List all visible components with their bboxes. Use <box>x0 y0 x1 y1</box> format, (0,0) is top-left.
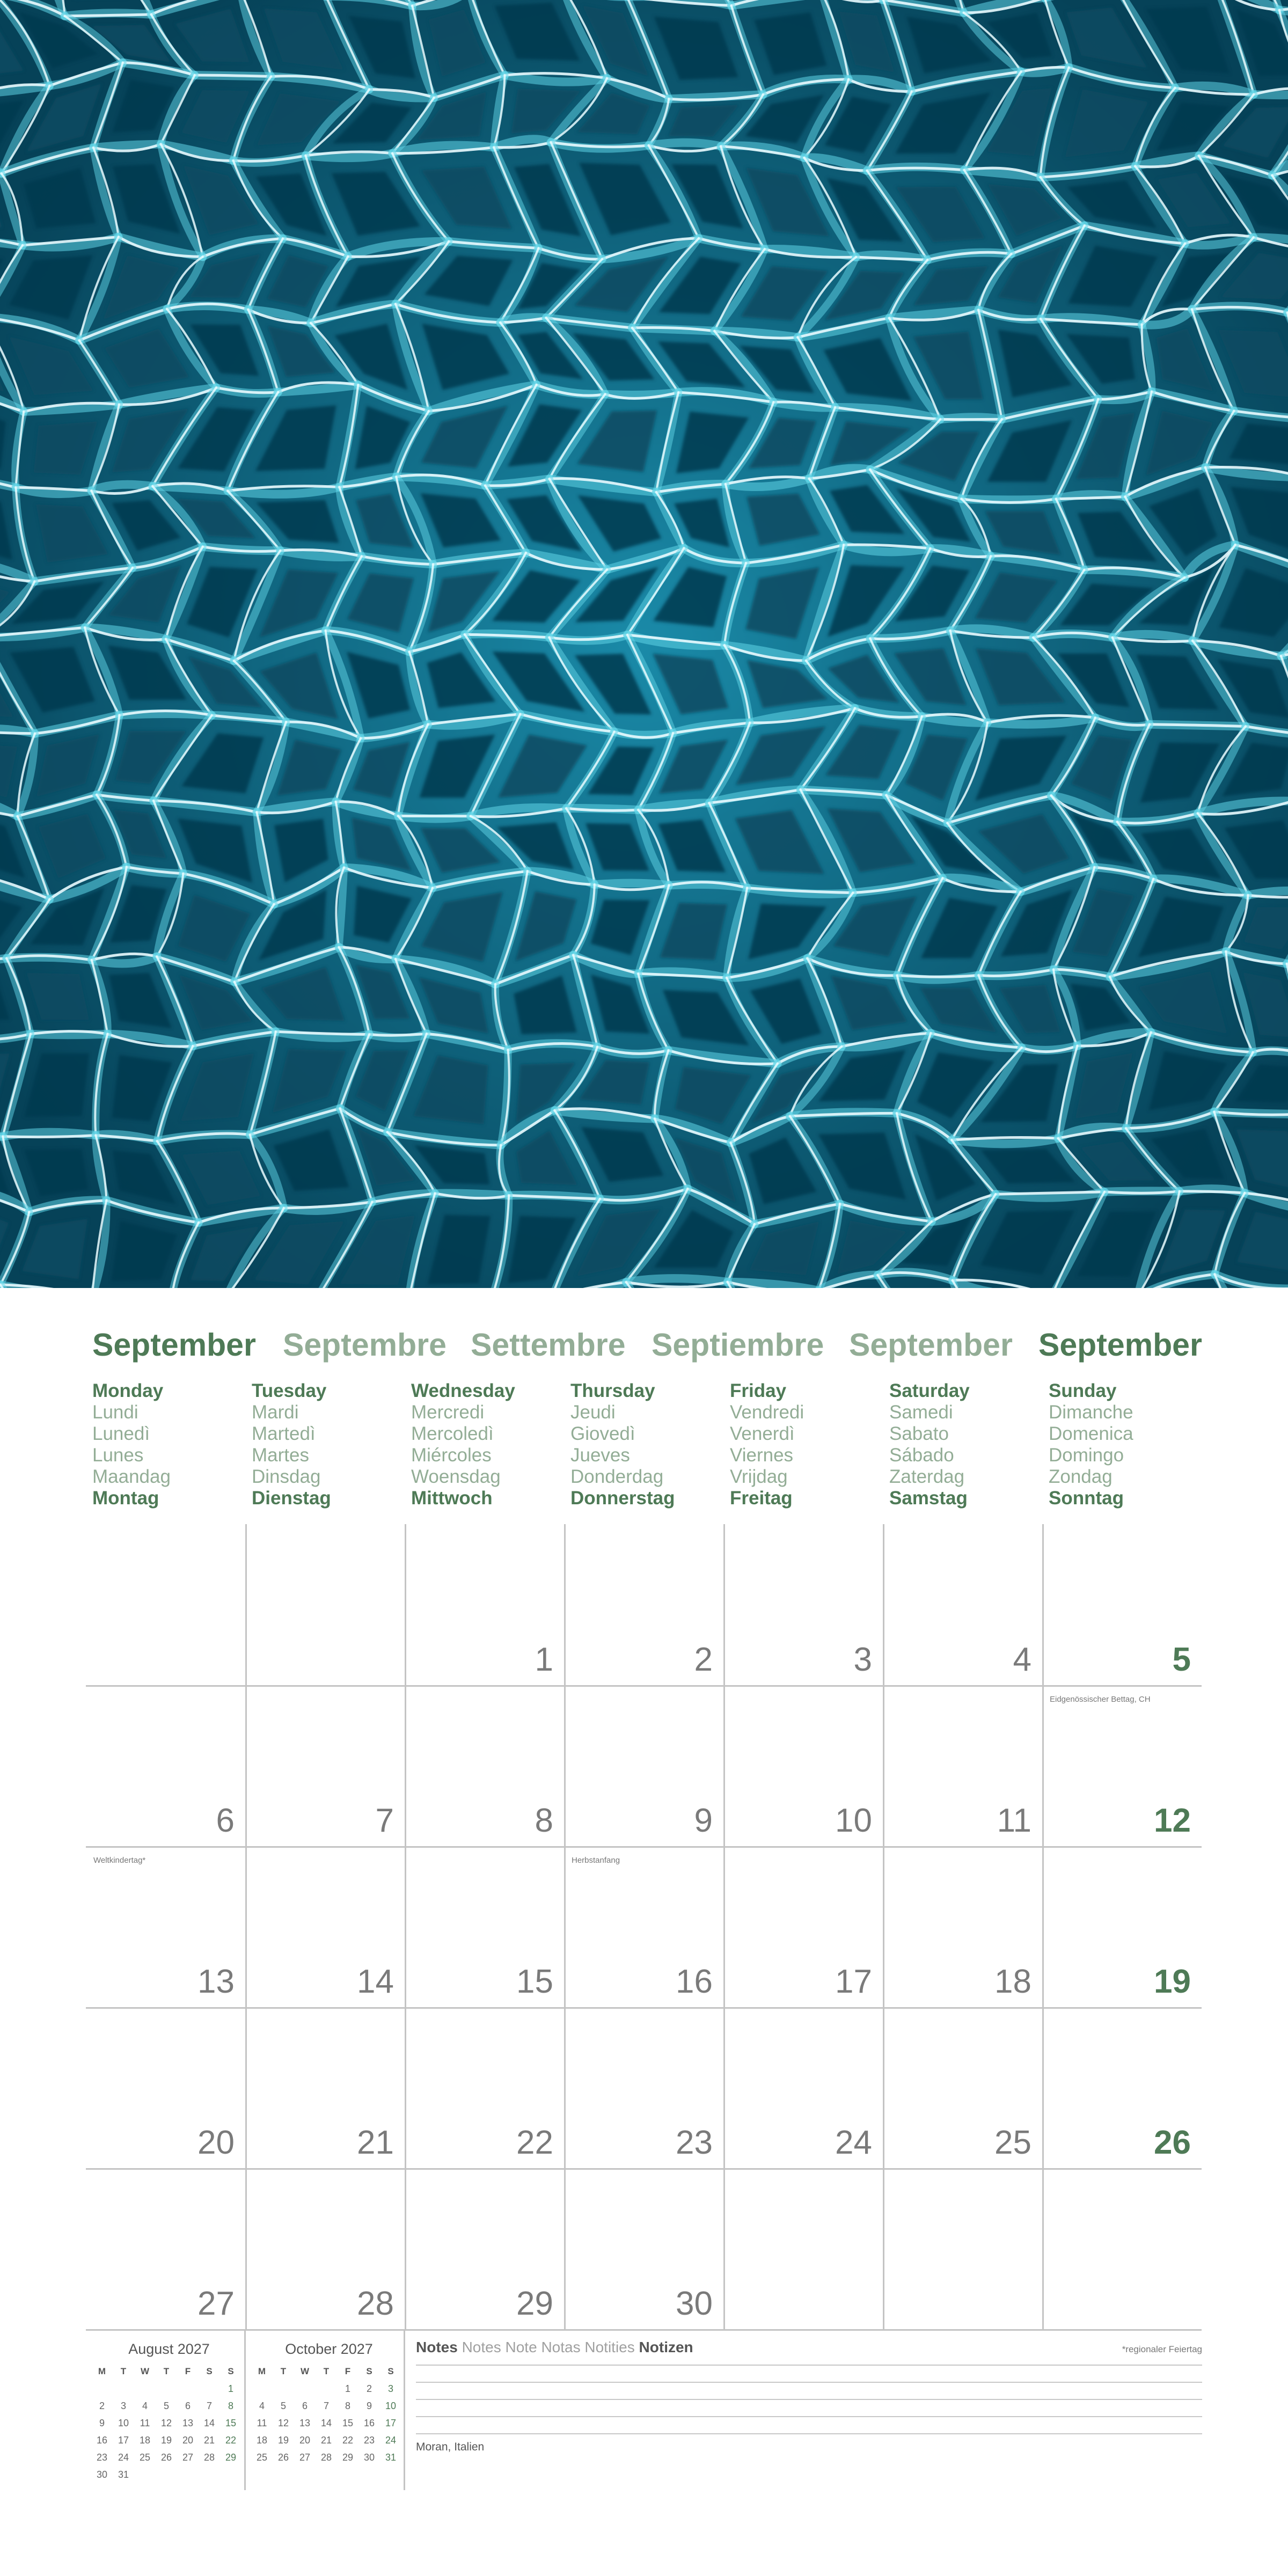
mini-calendar-table <box>91 2363 241 2483</box>
weekday-label: Donnerstag <box>570 1488 675 1509</box>
mini-day: 25 <box>139 2451 151 2463</box>
notes-label: Notes <box>416 2339 458 2355</box>
mini-day: 20 <box>182 2434 194 2446</box>
mini-day: 3 <box>387 2383 393 2394</box>
mini-day: 14 <box>203 2417 215 2428</box>
month-name: Septiembre <box>652 1327 824 1363</box>
weekday-label: Samstag <box>889 1488 968 1509</box>
weekday-label: Mercredi <box>411 1402 485 1423</box>
weekday-label: Domingo <box>1049 1445 1124 1466</box>
mini-weekday-label: S <box>228 2366 234 2376</box>
day-number[interactable]: 28 <box>357 2285 394 2322</box>
mini-day: 19 <box>277 2434 289 2446</box>
day-number[interactable]: 13 <box>197 1963 235 2000</box>
day-number[interactable]: 3 <box>853 1641 872 1678</box>
weekday-column <box>570 1380 729 1509</box>
grid-column-line <box>405 1524 406 2329</box>
mini-day: 29 <box>225 2451 237 2463</box>
mini-day: 14 <box>320 2417 332 2428</box>
notes-label: Notizen <box>639 2339 693 2355</box>
mini-day: 4 <box>259 2400 265 2411</box>
day-number[interactable]: 26 <box>1154 2124 1191 2161</box>
weekday-label: Miércoles <box>411 1445 492 1466</box>
mini-weekday-label: W <box>140 2366 150 2376</box>
weekday-label: Martes <box>252 1445 309 1466</box>
weekday-label: Woensdag <box>411 1466 501 1487</box>
mini-day: 17 <box>118 2434 129 2446</box>
weekday-label: Tuesday <box>252 1380 327 1401</box>
mini-weekday-label: S <box>206 2366 213 2376</box>
mini-day: 27 <box>182 2451 194 2463</box>
weekday-column <box>730 1380 889 1509</box>
day-number[interactable]: 9 <box>694 1802 713 1839</box>
mini-day <box>316 2380 337 2397</box>
weekday-column <box>889 1380 1048 1509</box>
notes-heading <box>416 2339 693 2356</box>
grid-column-line <box>883 1524 884 2329</box>
weekday-label: Donderdag <box>570 1466 664 1487</box>
mini-day: 19 <box>160 2434 172 2446</box>
mini-calendar-october <box>251 2341 407 2466</box>
day-number[interactable]: 27 <box>197 2285 235 2322</box>
caustic-line <box>595 883 669 885</box>
mini-day: 25 <box>256 2451 268 2463</box>
mini-day: 23 <box>363 2434 375 2446</box>
mini-day: 16 <box>96 2434 108 2446</box>
grid-column-line <box>564 1524 566 2329</box>
mini-day <box>177 2380 199 2397</box>
month-name: September <box>1038 1327 1202 1363</box>
divider <box>244 2329 246 2490</box>
mini-day: 26 <box>160 2451 172 2463</box>
day-number[interactable]: 23 <box>676 2124 713 2161</box>
weekday-column <box>411 1380 570 1509</box>
mini-day <box>91 2380 113 2397</box>
mini-day: 7 <box>206 2400 212 2411</box>
mini-calendar-title: October 2027 <box>285 2341 373 2357</box>
weekday-label: Giovedì <box>570 1423 635 1444</box>
mini-day: 5 <box>280 2400 286 2411</box>
mini-weekday-label: M <box>258 2366 266 2376</box>
day-number[interactable]: 11 <box>997 1802 1031 1839</box>
day-number[interactable]: 15 <box>516 1963 553 2000</box>
grid-column-line <box>723 1524 725 2329</box>
mini-day: 6 <box>302 2400 308 2411</box>
grid-column-line <box>245 1524 247 2329</box>
mini-day: 1 <box>345 2383 350 2394</box>
day-number[interactable]: 8 <box>535 1802 553 1839</box>
caustic-line <box>626 1278 728 1282</box>
mini-day <box>294 2380 316 2397</box>
caustic-line <box>897 975 979 977</box>
mini-day: 6 <box>185 2400 191 2411</box>
caustic-line <box>65 14 151 16</box>
weekday-label: Venerdì <box>730 1423 795 1444</box>
mini-day: 4 <box>142 2400 148 2411</box>
mini-day: 13 <box>299 2417 311 2428</box>
notes-label: Note <box>505 2339 537 2355</box>
mini-day: 20 <box>299 2434 311 2446</box>
weekday-label: Samedi <box>889 1402 953 1423</box>
mini-day: 12 <box>160 2417 172 2428</box>
mini-day: 24 <box>385 2434 397 2446</box>
mini-day: 28 <box>320 2451 332 2463</box>
mini-day: 30 <box>96 2469 108 2480</box>
mini-weekday-label: F <box>345 2366 351 2376</box>
day-number[interactable]: 17 <box>835 1963 872 2000</box>
mini-day: 18 <box>256 2434 268 2446</box>
weekday-label: Sonntag <box>1049 1488 1124 1509</box>
caustic-line <box>369 1034 427 1035</box>
notes-label: Notas <box>541 2339 581 2355</box>
mini-day: 31 <box>118 2469 129 2480</box>
day-number[interactable]: 30 <box>676 2285 713 2322</box>
weekday-label: Thursday <box>570 1380 655 1401</box>
mini-weekday-label: F <box>185 2366 191 2376</box>
mini-day: 12 <box>277 2417 289 2428</box>
mini-day <box>177 2466 199 2483</box>
weekday-label: Friday <box>730 1380 787 1401</box>
mini-day: 9 <box>366 2400 372 2411</box>
notes-area <box>416 2339 1202 2462</box>
mini-day: 22 <box>342 2434 354 2446</box>
month-name: September <box>92 1327 256 1363</box>
day-number[interactable]: 21 <box>357 2124 394 2161</box>
mini-day: 28 <box>203 2451 215 2463</box>
mini-day: 7 <box>323 2400 329 2411</box>
mini-day: 15 <box>225 2417 237 2428</box>
weekday-label: Lunes <box>92 1445 144 1466</box>
weekday-label: Dienstag <box>252 1488 331 1509</box>
mini-day: 2 <box>366 2383 372 2394</box>
mini-day <box>156 2380 177 2397</box>
mini-day <box>220 2466 241 2483</box>
mini-day: 5 <box>163 2400 169 2411</box>
mini-day: 17 <box>385 2417 397 2428</box>
day-number[interactable]: 10 <box>835 1802 872 1839</box>
weekday-column <box>1049 1380 1208 1509</box>
weekday-label: Sábado <box>889 1445 954 1466</box>
grid-row-line <box>86 1846 1202 1848</box>
weekday-label: Domenica <box>1049 1423 1133 1444</box>
mini-weekday-label: T <box>163 2366 170 2376</box>
mini-day <box>199 2380 220 2397</box>
mini-day: 11 <box>257 2417 267 2428</box>
mini-weekday-label: T <box>323 2366 330 2376</box>
day-number[interactable]: 20 <box>197 2124 235 2161</box>
mini-weekday-label: T <box>120 2366 127 2376</box>
mini-day: 21 <box>203 2434 215 2446</box>
day-number[interactable]: 4 <box>1013 1641 1031 1678</box>
day-number[interactable]: 7 <box>375 1802 394 1839</box>
month-name: Septembre <box>283 1327 447 1363</box>
mini-day: 9 <box>99 2417 105 2428</box>
note-line <box>416 2416 1202 2417</box>
mini-day: 1 <box>228 2383 233 2394</box>
weekday-label: Zondag <box>1049 1466 1113 1487</box>
weekday-label: Vendredi <box>730 1402 804 1423</box>
calendar-grid <box>86 1524 1202 2329</box>
grid-row-line <box>86 1685 1202 1687</box>
weekday-label: Freitag <box>730 1488 793 1509</box>
note-line <box>416 2365 1202 2366</box>
weekday-header <box>92 1380 1214 1514</box>
month-header <box>92 1327 1214 1365</box>
mini-day: 8 <box>345 2400 350 2411</box>
mini-day: 23 <box>96 2451 108 2463</box>
mini-weekday-label: T <box>280 2366 287 2376</box>
mini-day <box>273 2380 294 2397</box>
mini-day: 15 <box>342 2417 354 2428</box>
weekday-label: Jeudi <box>570 1402 616 1423</box>
weekday-label: Dinsdag <box>252 1466 321 1487</box>
weekday-label: Vrijdag <box>730 1466 788 1487</box>
note-line <box>416 2433 1202 2434</box>
day-number[interactable]: 18 <box>994 1963 1031 2000</box>
mini-day <box>113 2380 134 2397</box>
weekday-label: Montag <box>92 1488 159 1509</box>
day-number[interactable]: 12 <box>1154 1802 1191 1839</box>
mini-day <box>156 2466 177 2483</box>
day-number[interactable]: 25 <box>994 2124 1031 2161</box>
mini-calendar-title: August 2027 <box>128 2341 210 2357</box>
mini-day: 11 <box>140 2417 150 2428</box>
month-name: September <box>849 1327 1013 1363</box>
grid-row-line <box>86 2007 1202 2009</box>
weekday-label: Martedì <box>252 1423 316 1444</box>
day-number[interactable]: 19 <box>1154 1963 1191 2000</box>
weekday-label: Dimanche <box>1049 1402 1133 1423</box>
day-number[interactable]: 5 <box>1172 1641 1191 1678</box>
mini-day: 22 <box>225 2434 237 2446</box>
weekday-label: Mercoledì <box>411 1423 494 1444</box>
notes-label: Notities <box>584 2339 635 2355</box>
mini-day: 30 <box>363 2451 375 2463</box>
weekday-label: Lundi <box>92 1402 138 1423</box>
grid-row-line <box>86 2168 1202 2170</box>
caustic-line <box>195 75 271 77</box>
holiday-label: Eidgenössischer Bettag, CH <box>1050 1695 1151 1704</box>
day-number[interactable]: 2 <box>694 1641 713 1678</box>
holiday-label: Herbstanfang <box>572 1856 620 1865</box>
mini-day: 26 <box>277 2451 289 2463</box>
mini-weekday-label: S <box>387 2366 394 2376</box>
day-number[interactable]: 14 <box>357 1963 394 2000</box>
weekday-label: Monday <box>92 1380 164 1401</box>
grid-column-line <box>1042 1524 1044 2329</box>
photo-caption: Moran, Italien <box>416 2441 485 2453</box>
note-line <box>416 2382 1202 2383</box>
weekday-label: Mittwoch <box>411 1488 493 1509</box>
mini-weekday-label: M <box>98 2366 106 2376</box>
mini-day: 13 <box>182 2417 194 2428</box>
weekday-label: Wednesday <box>411 1380 515 1401</box>
holiday-label: Weltkindertag* <box>93 1856 146 1865</box>
mini-day: 24 <box>118 2451 129 2463</box>
mini-day: 27 <box>299 2451 311 2463</box>
mini-day: 10 <box>118 2417 129 2428</box>
day-number[interactable]: 29 <box>516 2285 553 2322</box>
mini-weekday-label: S <box>366 2366 372 2376</box>
mini-day <box>199 2466 220 2483</box>
mini-day <box>251 2380 273 2397</box>
month-name: Settembre <box>471 1327 626 1363</box>
weekday-label: Maandag <box>92 1466 171 1487</box>
weekday-column <box>92 1380 251 1509</box>
mini-day: 31 <box>385 2451 397 2463</box>
mini-day: 21 <box>320 2434 332 2446</box>
caustic-line <box>649 143 721 147</box>
mini-day <box>134 2380 156 2397</box>
notes-label: Notes <box>462 2339 501 2355</box>
mini-weekday-label: W <box>300 2366 310 2376</box>
mini-day: 16 <box>363 2417 375 2428</box>
weekday-label: Viernes <box>730 1445 794 1466</box>
day-number[interactable]: 1 <box>535 1641 553 1678</box>
weekday-label: Saturday <box>889 1380 970 1401</box>
mini-day: 18 <box>139 2434 151 2446</box>
mini-calendar-august <box>91 2341 247 2483</box>
weekday-label: Sunday <box>1049 1380 1117 1401</box>
weekday-label: Sabato <box>889 1423 949 1444</box>
mini-day <box>134 2466 156 2483</box>
weekday-column <box>252 1380 411 1509</box>
divider <box>404 2329 405 2490</box>
weekday-label: Lunedì <box>92 1423 150 1444</box>
note-line <box>416 2399 1202 2400</box>
regional-holiday-note: *regionaler Feiertag <box>1122 2344 1202 2354</box>
day-number[interactable]: 22 <box>516 2124 553 2161</box>
mini-day: 10 <box>385 2400 397 2411</box>
grid-row-line <box>86 2329 1202 2331</box>
mini-day: 29 <box>342 2451 354 2463</box>
caustic-line <box>3 1136 96 1137</box>
weekday-label: Zaterdag <box>889 1466 965 1487</box>
weekday-label: Mardi <box>252 1402 299 1423</box>
day-number[interactable]: 16 <box>676 1963 713 2000</box>
mini-day: 3 <box>120 2400 126 2411</box>
day-number[interactable]: 6 <box>216 1802 235 1839</box>
weekday-label: Jueves <box>570 1445 630 1466</box>
mini-day: 2 <box>99 2400 105 2411</box>
mini-calendar-table <box>251 2363 401 2466</box>
day-number[interactable]: 24 <box>835 2124 872 2161</box>
mini-day: 8 <box>228 2400 233 2411</box>
